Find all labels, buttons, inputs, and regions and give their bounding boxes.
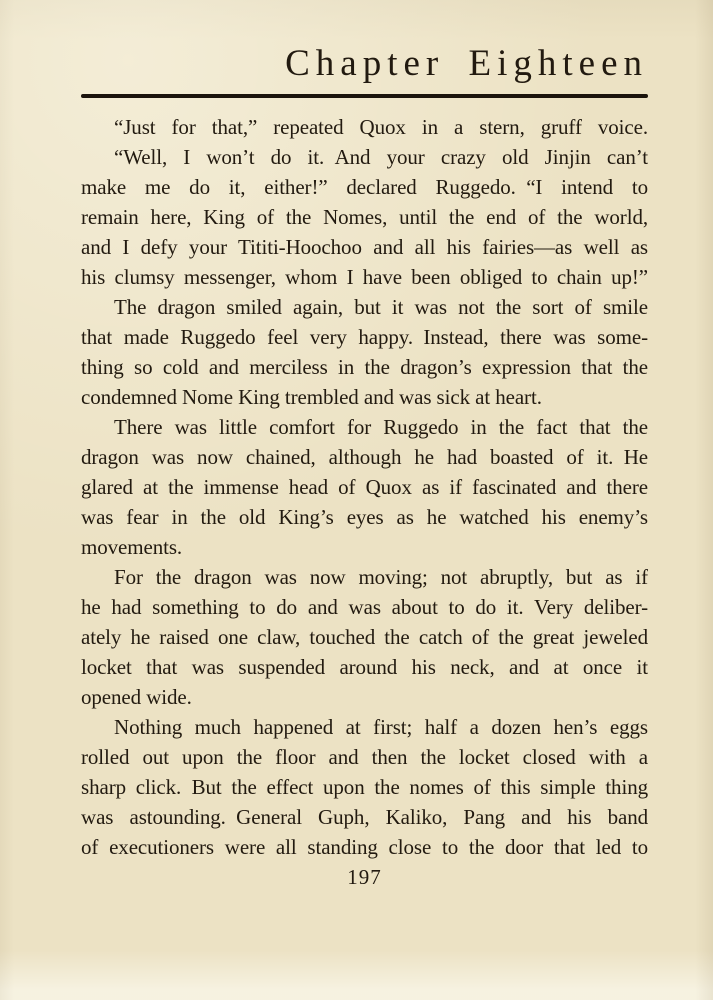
text-line: opened wide. [81, 685, 192, 709]
text-line: “Just for that,” repeated Quox in a stern, gruff voice. [114, 115, 648, 139]
body-paragraph [81, 562, 648, 712]
text-line: “Well, I won’t do it. And your crazy old Jinjin can’t [114, 145, 648, 169]
text-line: of executioners were all standing close to the door that led to [81, 835, 648, 859]
text-line: condemned Nome King trembled and was sick at heart. [81, 385, 542, 409]
text-line: For the dragon was now moving; not abruptly, but as if [114, 565, 648, 589]
text-line: locket that was suspended around his neck, and at once it [81, 655, 648, 679]
page-number: 197 [347, 865, 382, 889]
text-line: The dragon smiled again, but it was not the sort of smile [114, 295, 648, 319]
body-paragraph [81, 712, 648, 862]
text-line: dragon was now chained, although he had boasted of it. He [81, 445, 648, 469]
text-line: was fear in the old King’s eyes as he watched his enemy’s [81, 505, 648, 529]
text-line: thing so cold and merciless in the dragon’s expression that the [81, 355, 648, 379]
body-paragraph [81, 292, 648, 412]
text-line: make me do it, either!” declared Ruggedo. “I intend to [81, 175, 648, 199]
heading-rule [81, 94, 648, 98]
text-line: glared at the immense head of Quox as if fascinated and there [81, 475, 648, 499]
text-line: he had something to do and was about to do it. Very deliber- [81, 595, 648, 619]
body-paragraph [81, 412, 648, 562]
body-text [81, 112, 648, 862]
text-line: that made Ruggedo feel very happy. Instead, there was some- [81, 325, 648, 349]
text-line: his clumsy messenger, whom I have been obliged to chain up!” [81, 265, 648, 289]
text-line: rolled out upon the floor and then the locket closed with a [81, 745, 648, 769]
page-content [81, 44, 648, 890]
text-line: ately he raised one claw, touched the catch of the great jeweled [81, 625, 648, 649]
text-line: sharp click. But the effect upon the nomes of this simple thing [81, 775, 648, 799]
text-line: movements. [81, 535, 183, 559]
chapter-heading: Chapter Eighteen [285, 43, 648, 84]
text-line: and I defy your Tititi-Hoochoo and all his fairies—as well as [81, 235, 648, 259]
text-line: remain here, King of the Nomes, until the end of the world, [81, 205, 648, 229]
text-line: There was little comfort for Ruggedo in the fact that the [114, 415, 648, 439]
body-paragraph [81, 112, 648, 142]
body-paragraph [81, 142, 648, 292]
text-line: was astounding. General Guph, Kaliko, Pang and his band [81, 805, 648, 829]
text-line: Nothing much happened at first; half a dozen hen’s eggs [114, 715, 648, 739]
